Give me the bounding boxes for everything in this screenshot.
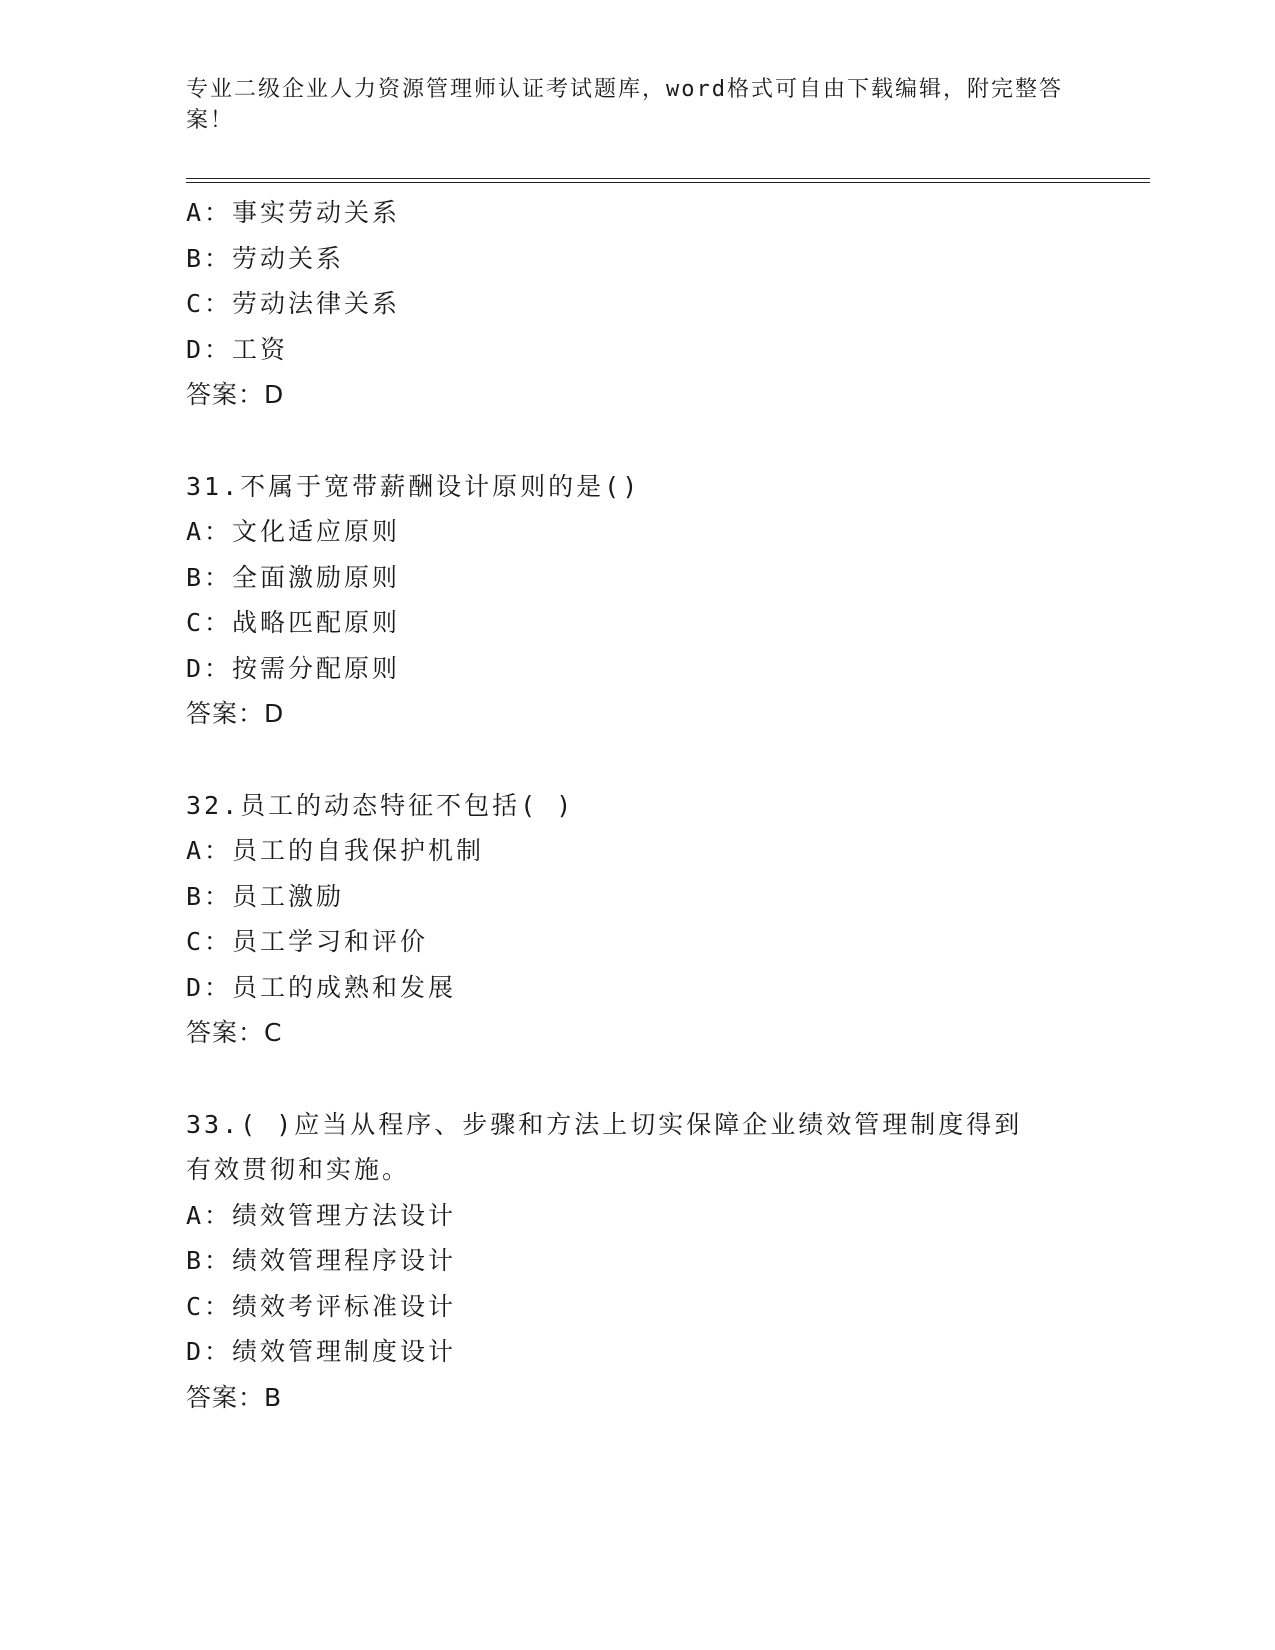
option-b: B：员工激励 bbox=[186, 881, 345, 911]
option-d: D：工资 bbox=[186, 334, 289, 364]
answer-line: 答案：C bbox=[186, 1018, 283, 1047]
document-header: 专业二级企业人力资源管理师认证考试题库，word格式可自由下载编辑，附完整答案！ bbox=[186, 77, 1063, 133]
spacer bbox=[186, 737, 1086, 783]
question-list bbox=[186, 190, 1086, 1420]
spacer bbox=[186, 1056, 1086, 1102]
option-d: D：按需分配原则 bbox=[186, 653, 401, 683]
header-divider bbox=[186, 178, 1150, 183]
option-a: A：绩效管理方法设计 bbox=[186, 1200, 457, 1230]
continued-question bbox=[186, 190, 1086, 418]
answer-line: 答案：D bbox=[186, 380, 285, 409]
option-a: A：文化适应原则 bbox=[186, 517, 401, 546]
answer-line: 答案：D bbox=[186, 699, 285, 728]
question-31 bbox=[186, 464, 1086, 737]
option-c: C：劳动法律关系 bbox=[186, 289, 401, 318]
option-b: B：绩效管理程序设计 bbox=[186, 1246, 457, 1275]
option-a: A：事实劳动关系 bbox=[186, 198, 401, 227]
question-stem: 33.( )应当从程序、步骤和方法上切实保障企业绩效管理制度得到有效贯彻和实施。 bbox=[186, 1109, 1023, 1184]
question-32 bbox=[186, 783, 1086, 1056]
question-stem: 32.员工的动态特征不包括( ) bbox=[186, 790, 575, 820]
option-d: D：绩效管理制度设计 bbox=[186, 1337, 457, 1366]
question-33 bbox=[186, 1102, 1086, 1421]
answer-line: 答案：B bbox=[186, 1382, 283, 1412]
option-b: B：劳动关系 bbox=[186, 243, 345, 273]
spacer bbox=[186, 418, 1086, 464]
option-b: B：全面激励原则 bbox=[186, 562, 401, 592]
option-c: C：绩效考评标准设计 bbox=[186, 1291, 457, 1321]
option-a: A：员工的自我保护机制 bbox=[186, 836, 485, 865]
option-d: D：员工的成熟和发展 bbox=[186, 972, 457, 1002]
question-stem: 31.不属于宽带薪酬设计原则的是() bbox=[186, 471, 641, 501]
option-c: C：战略匹配原则 bbox=[186, 608, 401, 637]
option-c: C：员工学习和评价 bbox=[186, 927, 429, 956]
